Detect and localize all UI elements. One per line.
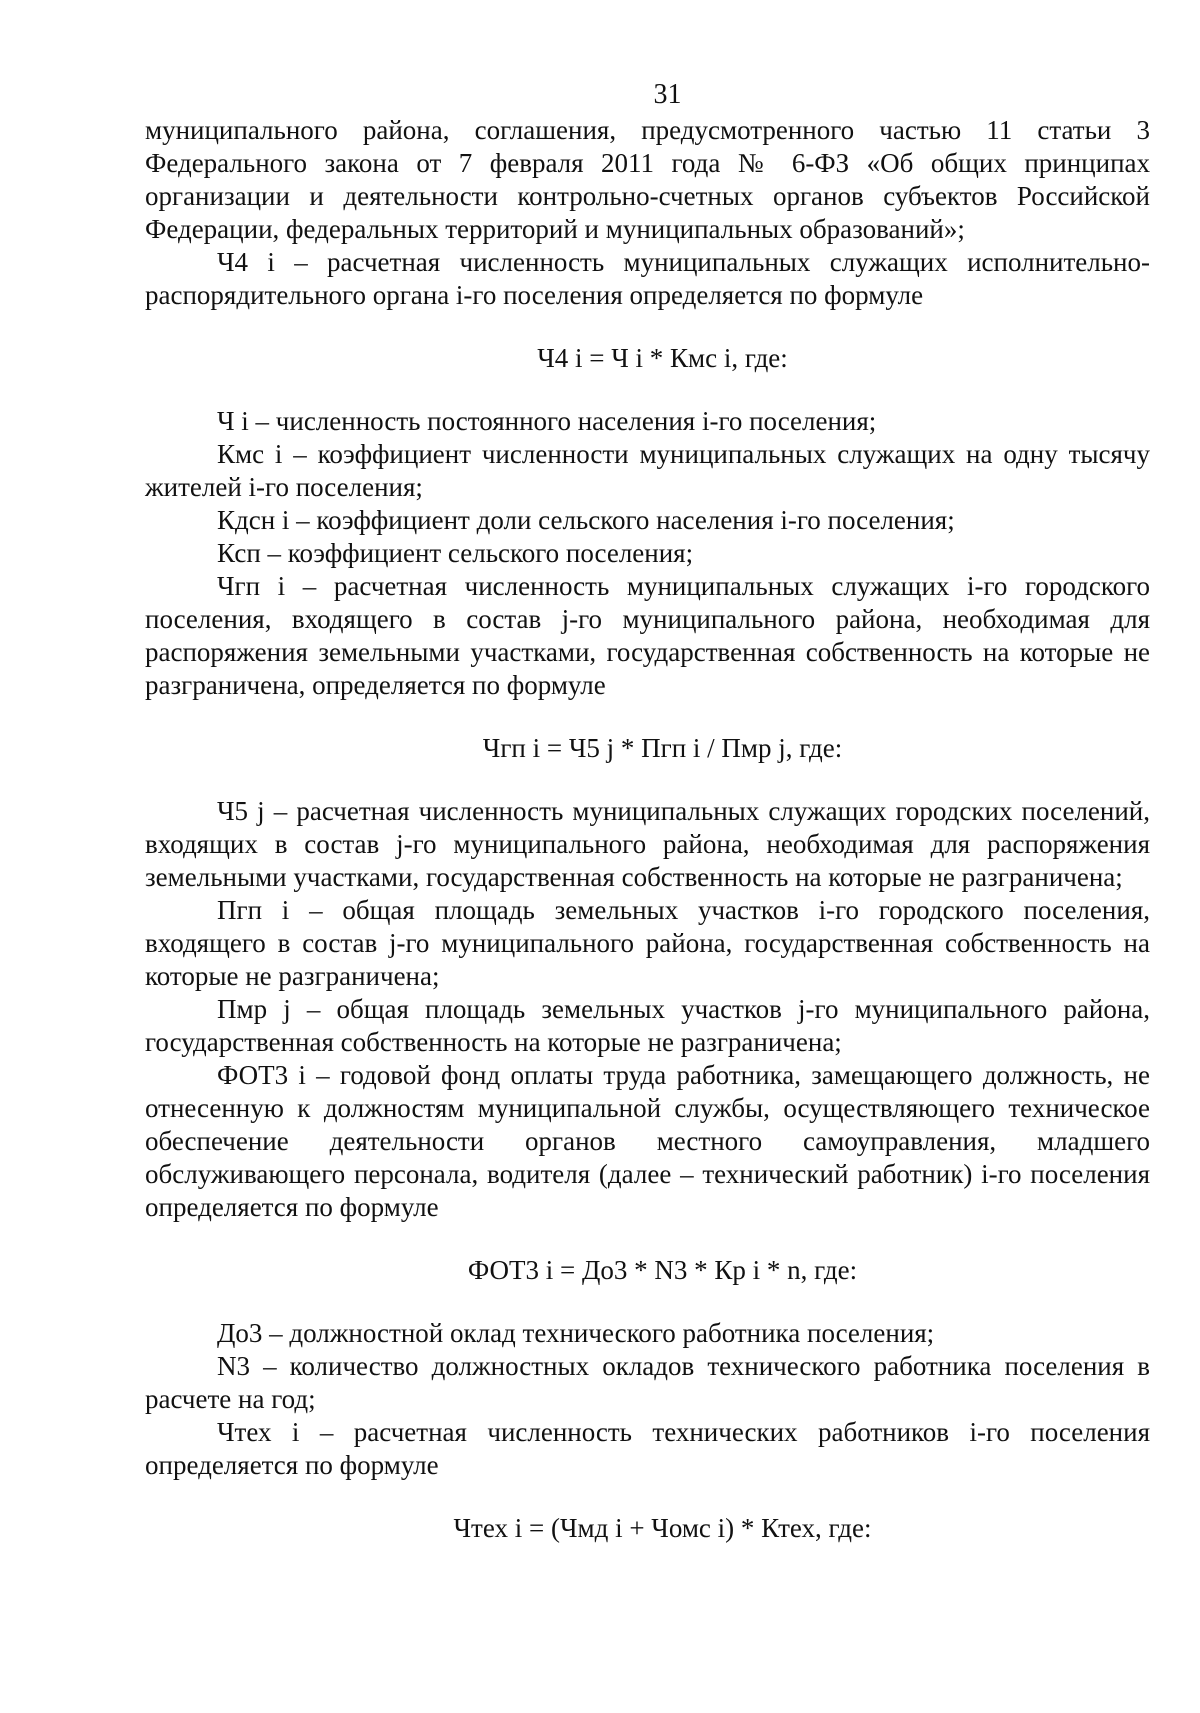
paragraph-chteh-definition: Чтех i – расчетная численность технических работников i-го поселения определяется по формуле [145, 1417, 1150, 1480]
paragraph-ksp: Ксп – коэффициент сельского поселения; [217, 538, 694, 568]
paragraph-pmr-j: Пмр j – общая площадь земельных участков j-го муниципального района, государственная собственность на которые не разграничена; [145, 994, 1150, 1057]
paragraph-fot3-definition: ФОТ3 i – годовой фонд оплаты труда работника, замещающего должность, не отнесенную к должностям муниципальной службы, осуществляющего техническое обеспечение деятельности органов местного самоуправления, младшего обслуживающего персонала, водителя (далее – технический работник) i-го поселения определяется по формуле [145, 1060, 1150, 1222]
formula-ch4: Ч4 i = Ч i * Кмс i, где: [537, 343, 788, 373]
formula-fot3: ФОТ3 i = До3 * N3 * Кр i * n, где: [467, 1255, 858, 1285]
paragraph-kdsn-i: Кдсн i – коэффициент доли сельского населения i-го поселения; [217, 505, 955, 535]
paragraph-chgp-definition: Чгп i – расчетная численность муниципальных служащих i-го городского поселения, входящего в состав j-го муниципального района, необходимая для распоряжения земельными участками, государственная собственность на которые не разграничена, определяется по формуле [145, 571, 1150, 700]
paragraph-ch5-j: Ч5 j – расчетная численность муниципальных служащих городских поселений, входящих в состав j-го муниципального района, необходимая для распоряжения земельными участками, государственная собственность на которые не разграничена; [145, 796, 1150, 892]
paragraph-n3: N3 – количество должностных окладов технического работника поселения в расчете на год; [145, 1351, 1150, 1414]
paragraph-pgp-i: Пгп i – общая площадь земельных участков i-го городского поселения, входящего в состав j-го муниципального района, государственная собственность на которые не разграничена; [145, 895, 1150, 991]
paragraph-ch4-definition: Ч4 i – расчетная численность муниципальных служащих исполнительно-распорядительного органа i-го поселения определяется по формуле [145, 247, 1150, 310]
formula-chgp: Чгп i = Ч5 j * Пгп i / Пмр j, где: [482, 733, 843, 763]
paragraph-agreement-reference: муниципального района, соглашения, предусмотренного частью 11 статьи 3 Федерального закона от 7 февраля 2011 года № 6-ФЗ «Об общих принципах организации и деятельности контрольно-счетных органов субъектов Российской Федерации, федеральных территорий и муниципальных образований»; [145, 115, 1150, 244]
paragraph-kms-i: Кмс i – коэффициент численности муниципальных служащих на одну тысячу жителей i-го поселения; [145, 439, 1150, 502]
paragraph-do3: До3 – должностной оклад технического работника поселения; [217, 1318, 935, 1348]
paragraph-ch-i: Ч i – численность постоянного населения i-го поселения; [217, 406, 877, 436]
document-body [145, 114, 1150, 1545]
page-number: 31 [653, 79, 682, 110]
formula-chteh: Чтех i = (Чмд i + Чомс i) * Ктех, где: [453, 1513, 872, 1543]
